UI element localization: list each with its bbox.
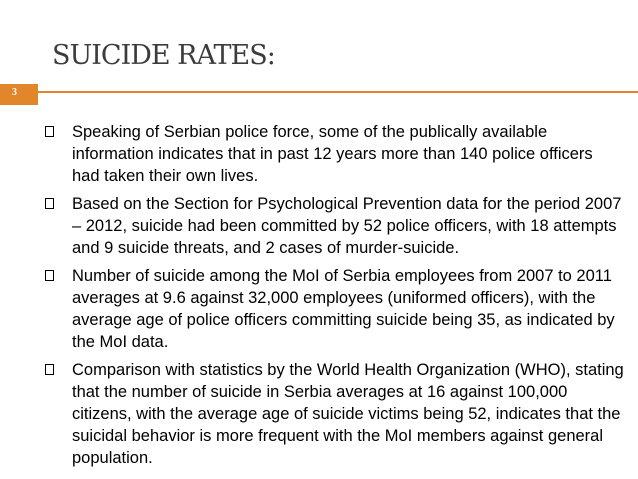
bullet-item-1 [44,121,624,187]
hollow-square-icon [45,126,54,137]
bullet-text-3: Number of suicide among the MoI of Serbia employees from 2007 to 2011 averages at 9.6 against 32,000 employees (uniformed officers), with the average age of police officers committing suicide being 35, as indicated by the MoI data. [72,267,615,351]
title-underline [38,91,638,93]
bullet-text-4: Comparison with statistics by the World Health Organization (WHO), stating that the number of suicide in Serbia averages at 16 against 100,000 citizens, with the average age of suicide victims being 52, indicates that the suicidal behavior is more frequent with the MoI members against general population. [72,361,624,467]
bullet-item-2 [44,193,624,259]
hollow-square-icon [45,364,54,375]
bullet-item-4 [44,359,624,469]
bullet-item-3 [44,265,624,353]
slide-number: 3 [12,87,17,98]
hollow-square-icon [45,270,54,281]
slide-title: SUICIDE RATES: [52,40,275,71]
bullet-text-2: Based on the Section for Psychological Prevention data for the period 2007 – 2012, suicide had been committed by 52 police officers, with 18 attempts and 9 suicide threats, and 2 cases of murder-suicide. [72,195,622,257]
hollow-square-icon [45,198,54,209]
bullet-list [44,121,624,475]
slide-number-tab [0,84,38,105]
bullet-text-1: Speaking of Serbian police force, some of the publically available information indicates that in past 12 years more than 140 police officers had taken their own lives. [72,123,593,185]
